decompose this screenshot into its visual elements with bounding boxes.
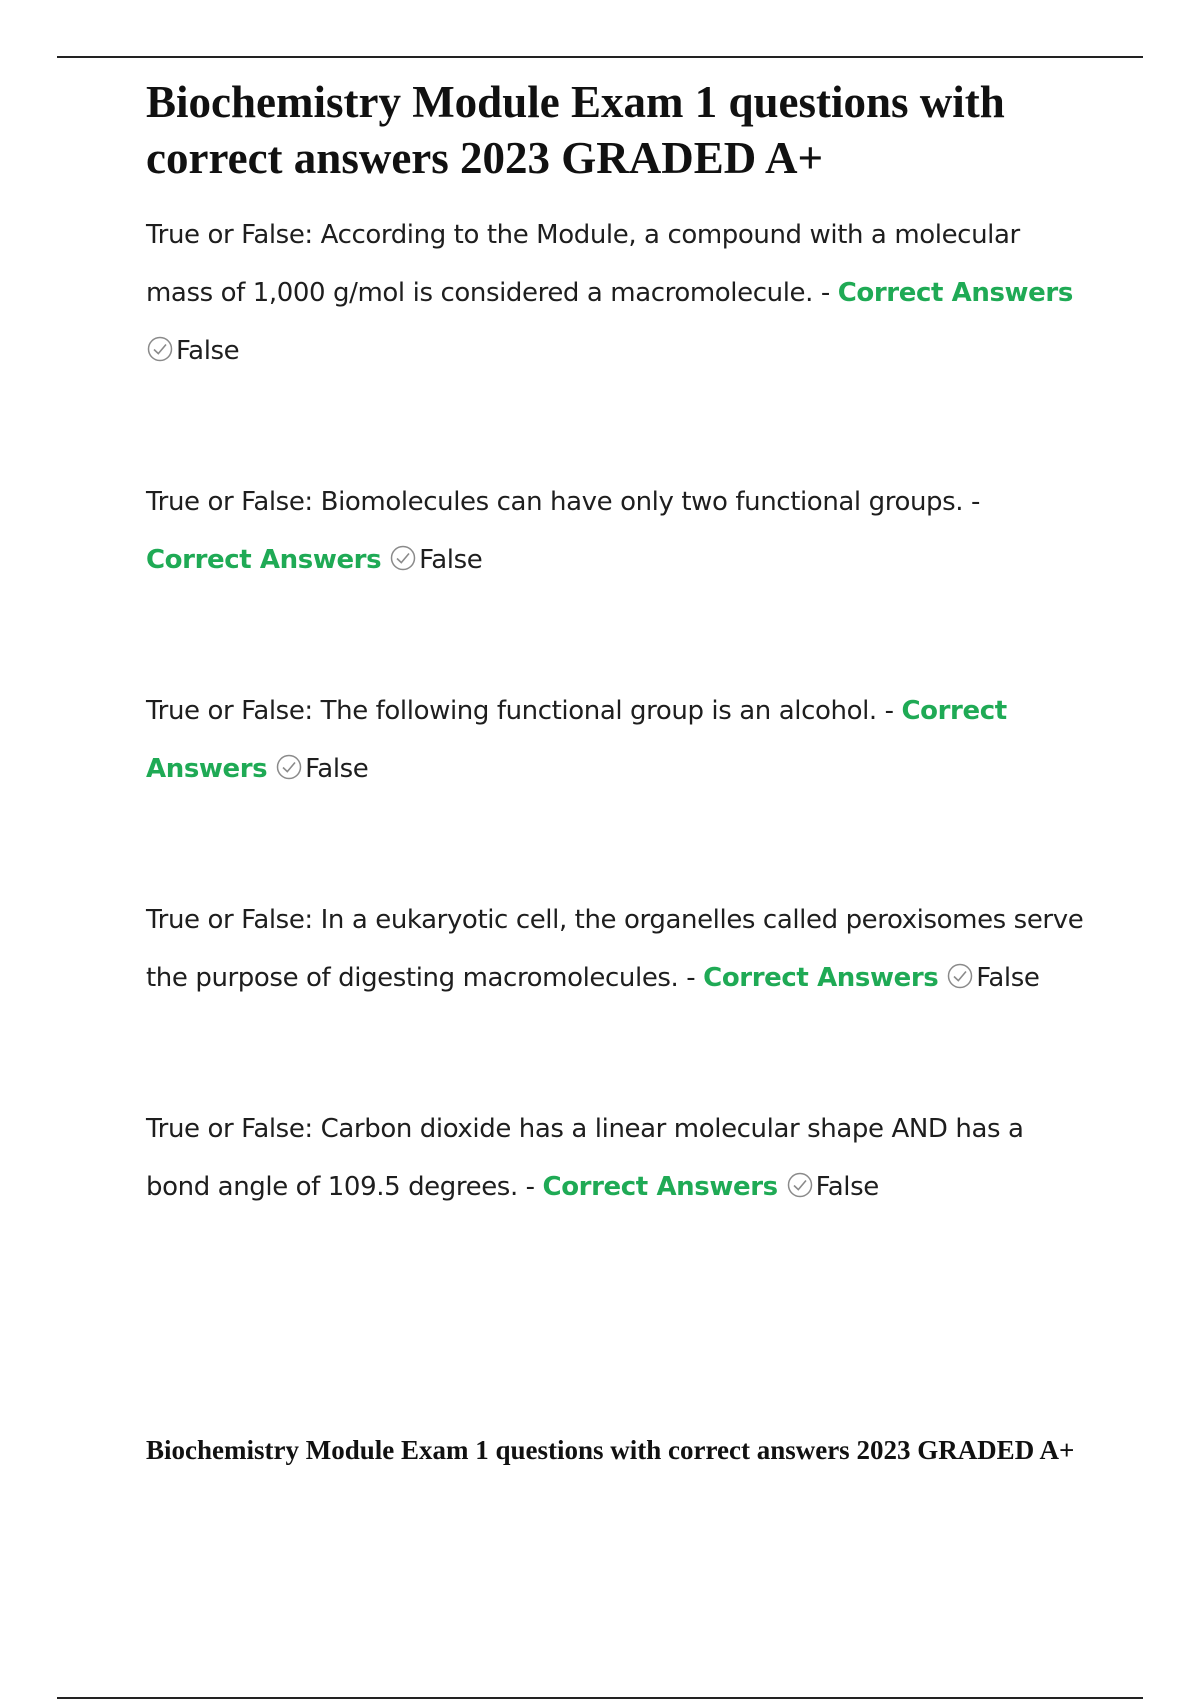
document-title: Biochemistry Module Exam 1 questions with correct answers 2023 GRADED A+ <box>146 77 1005 183</box>
question-item <box>146 1100 1086 1216</box>
answer-text: False <box>419 545 483 575</box>
answer-label: Correct Answers <box>146 696 1007 784</box>
answer-text: False <box>976 963 1040 993</box>
question-text: True or False: The following functional group is an alcohol. - <box>146 696 894 726</box>
top-rule <box>57 56 1143 58</box>
document-content <box>146 74 1086 1216</box>
check-circle-icon <box>946 962 974 990</box>
check-circle-icon <box>146 335 174 363</box>
question-item <box>146 891 1086 1007</box>
footer-title: Biochemistry Module Exam 1 questions with correct answers 2023 GRADED A+ <box>146 1435 1075 1465</box>
question-text: True or False: According to the Module, a compound with a molecular mass of 1,000 g/mol is considered a macromolecule. - <box>146 220 1020 308</box>
answer-label: Correct Answers <box>837 278 1073 308</box>
question-text: True or False: In a eukaryotic cell, the organelles called peroxisomes serve the purpose of digesting macromolecules. - <box>146 905 1084 993</box>
question-item <box>146 682 1086 798</box>
answer-label: Correct Answers <box>703 963 939 993</box>
check-circle-icon <box>275 753 303 781</box>
question-item <box>146 206 1086 380</box>
question-text: True or False: Biomolecules can have only two functional groups. - <box>146 487 980 517</box>
answer-text: False <box>305 754 369 784</box>
answer-label: Correct Answers <box>542 1172 778 1202</box>
question-item <box>146 473 1086 589</box>
question-text: True or False: Carbon dioxide has a linear molecular shape AND has a bond angle of 109.5 degrees. - <box>146 1114 1024 1202</box>
answer-label: Correct Answers <box>146 545 382 575</box>
answer-text: False <box>815 1172 879 1202</box>
answer-text: False <box>176 336 240 366</box>
check-circle-icon <box>389 544 417 572</box>
check-circle-icon <box>786 1171 814 1199</box>
bottom-rule <box>57 1697 1143 1699</box>
